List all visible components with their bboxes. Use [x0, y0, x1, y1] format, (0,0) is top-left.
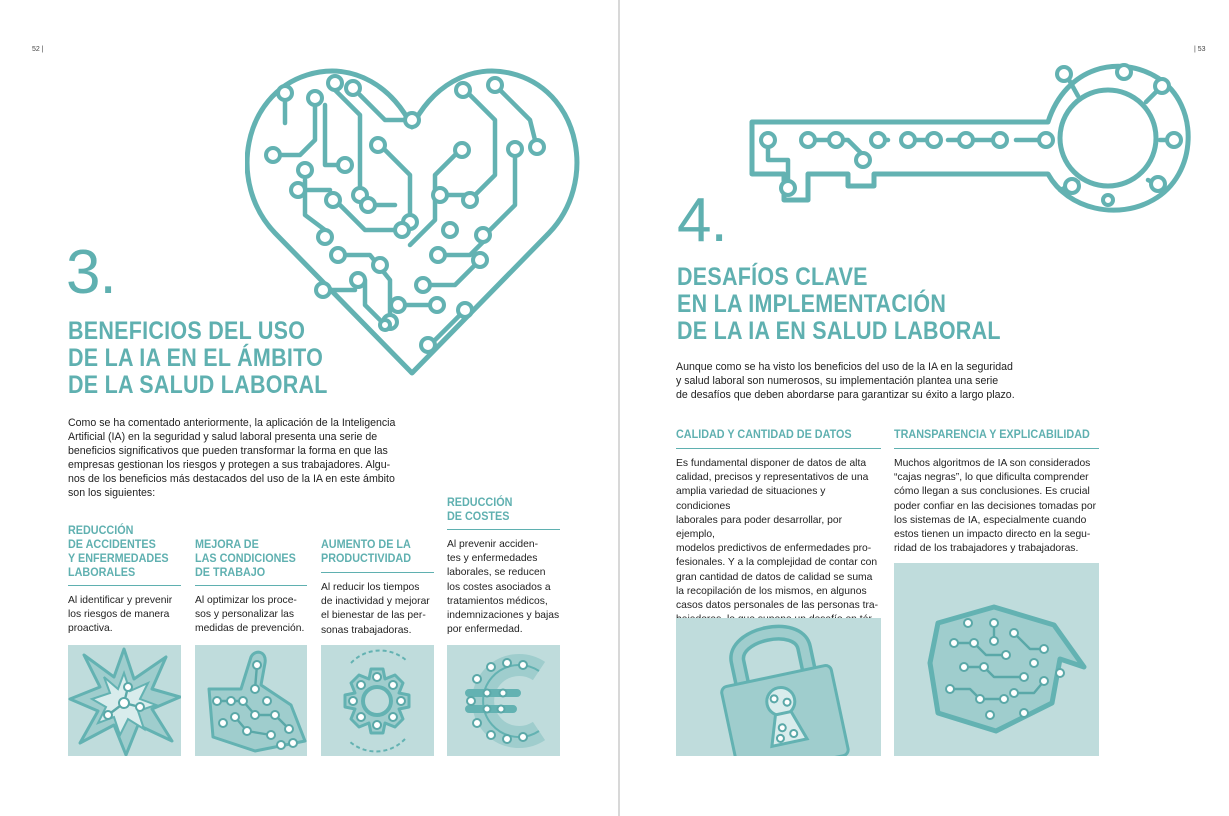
- thumbs-up-icon: [195, 645, 307, 756]
- padlock-tile: [676, 618, 881, 756]
- page-number-right: | 53: [1194, 46, 1206, 53]
- text-line: Artificial (IA) en la seguridad y salud laboral presenta una serie de: [68, 431, 378, 443]
- challenge-title: CALIDAD Y CANTIDAD DE DATOS: [676, 427, 852, 441]
- benefit-costs: [447, 495, 560, 637]
- text-line: Como se ha comentado anteriormente, la aplicación de la Inteligencia: [68, 417, 396, 429]
- benefit-text: Al prevenir acciden- tes y enfermedades laborales, se reducen los costes asociados a tratamientos médicos, indemnizaciones y bajas por enfermedad.: [447, 539, 560, 636]
- divider: [68, 585, 181, 586]
- benefit-conditions: [195, 537, 307, 637]
- benefit-title: AUMENTO DE LA PRODUCTIVIDAD: [321, 537, 412, 565]
- circuit-key-icon: [748, 60, 1198, 220]
- benefit-title: REDUCCIÓN DE COSTES: [447, 495, 513, 523]
- text-line: Aunque como se ha visto los beneficios del uso de la IA en la seguridad: [676, 361, 1013, 373]
- section-title: [68, 318, 328, 399]
- benefit-title: REDUCCIÓN DE ACCIDENTES Y ENFERMEDADES LABORALES: [68, 523, 169, 579]
- challenge-text: Es fundamental disponer de datos de alta calidad, precisos y representativos de una amplia variedad de situaciones y condiciones laborales para poder desarrollar, por ejemplo, modelos predictivos de enfermedades pro- fesionales. Y a la complejidad de contar con gran cantidad de datos de calidad se suma la recopilación de los mismos, en algunos casos datos personales de las personas tra-: [676, 458, 879, 612]
- benefit-productivity: [321, 537, 434, 638]
- gear-icon: [321, 645, 434, 756]
- challenge-transparency: [894, 427, 1099, 556]
- benefit-text: Al identificar y prevenir los riesgos de manera proactiva.: [68, 595, 173, 635]
- title-line: DE LA SALUD LABORAL: [68, 371, 328, 399]
- chat-bubble-icon: [894, 563, 1099, 756]
- divider: [195, 585, 307, 586]
- text-line: de desafíos que deben abordarse para garantizar su éxito a largo plazo.: [676, 389, 1015, 401]
- text-line: beneficios significativos que pueden transformar la forma en que las: [68, 445, 388, 457]
- explosion-tile: [68, 645, 181, 756]
- section-number: 4.: [677, 186, 727, 255]
- divider: [894, 448, 1099, 449]
- right-page: [620, 0, 1229, 816]
- title-line: DE LA IA EN EL ÁMBITO: [68, 344, 324, 372]
- title-line: DESAFÍOS CLAVE: [677, 263, 868, 291]
- benefit-text: Al reducir los tiempos de inactividad y mejorar el bienestar de las per- sonas trabajadoras.: [321, 582, 430, 636]
- text-line: nos de los beneficios más destacados del uso de la IA en este ámbito: [68, 473, 395, 485]
- text-line: empresas gestionan los riesgos y protegen a sus trabajadores. Algu-: [68, 459, 391, 471]
- title-line: DE LA IA EN SALUD LABORAL: [677, 317, 1001, 345]
- challenge-text: Muchos algoritmos de IA son considerados “cajas negras”, lo que dificulta comprender cómo llegan a sus conclusiones. Es crucial poder confiar en las decisiones tomadas por los sistemas de IA, especialmente cuando estos tienen un impacto directo en la segu- ridad de los trabajadores y trabajadoras.: [894, 458, 1097, 555]
- divider: [447, 529, 560, 530]
- explosion-icon: [68, 645, 181, 756]
- benefit-text: Al optimizar los proce- sos y personalizar las medidas de prevención.: [195, 595, 305, 635]
- title-line: BENEFICIOS DEL USO: [68, 317, 306, 345]
- divider: [676, 448, 881, 449]
- benefit-title: MEJORA DE LAS CONDICIONES DE TRABAJO: [195, 537, 296, 579]
- title-line: EN LA IMPLEMENTACIÓN: [677, 290, 947, 318]
- intro-paragraph: [676, 360, 1016, 402]
- chat-tile: [894, 563, 1099, 756]
- benefit-accidents: [68, 523, 181, 637]
- section-title: [677, 264, 1001, 345]
- challenge-data-quality: [676, 427, 881, 642]
- page-number-left: 52 |: [32, 46, 44, 53]
- gear-tile: [321, 645, 434, 756]
- padlock-icon: [676, 618, 881, 756]
- euro-icon: [447, 645, 560, 756]
- section-number: 3.: [66, 238, 116, 307]
- text-line: son los siguientes:: [68, 487, 156, 499]
- thumbs-up-tile: [195, 645, 307, 756]
- euro-tile: [447, 645, 560, 756]
- divider: [321, 572, 434, 573]
- text-line: y salud laboral son numerosos, su implementación plantea una serie: [676, 375, 999, 387]
- intro-paragraph: [68, 416, 408, 500]
- challenge-title: TRANSPARENCIA Y EXPLICABILIDAD: [894, 427, 1090, 441]
